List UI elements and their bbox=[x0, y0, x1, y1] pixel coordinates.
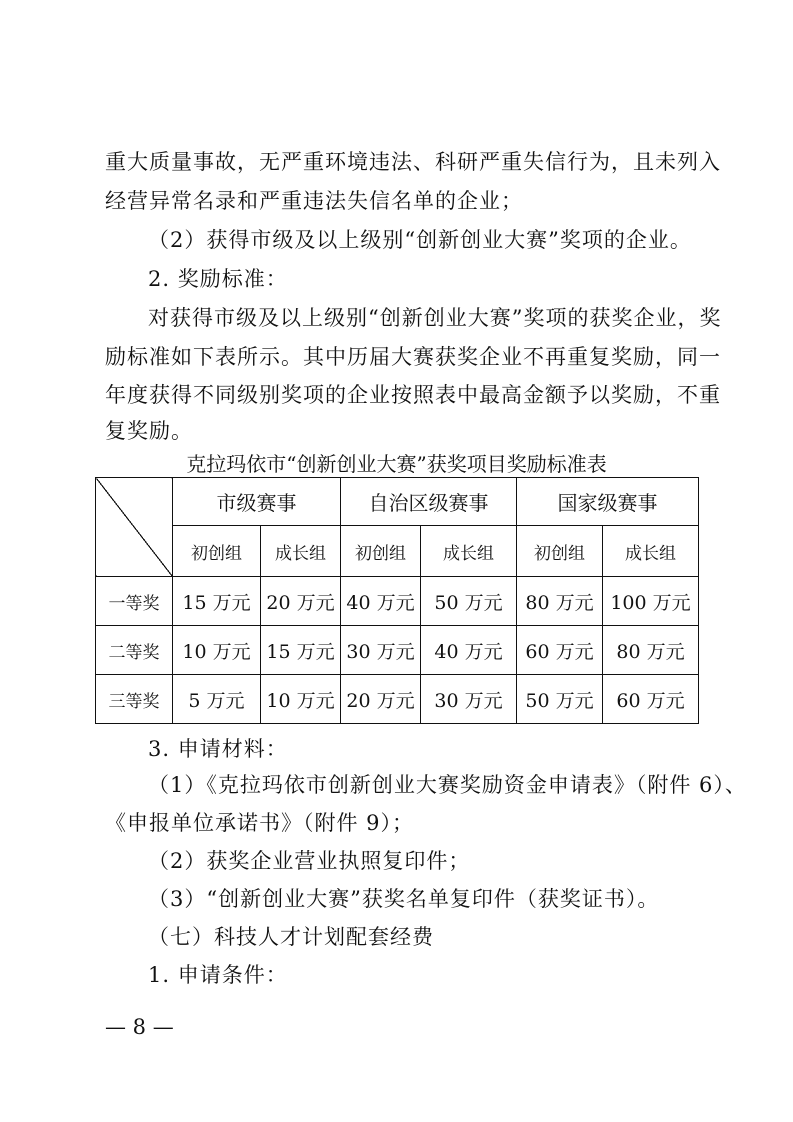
group-header: 自治区级赛事 bbox=[341, 478, 517, 526]
table-cell: 5 万元 bbox=[173, 675, 261, 724]
group-header: 国家级赛事 bbox=[517, 478, 699, 526]
body-text-line: 经营异常名录和严重违法失信名单的企业； bbox=[105, 189, 523, 213]
page-number: — 8 — bbox=[105, 1015, 174, 1039]
group-header: 市级赛事 bbox=[173, 478, 341, 526]
table-cell: 15 万元 bbox=[173, 577, 261, 626]
diagonal-header-cell bbox=[96, 478, 173, 577]
table-cell: 80 万元 bbox=[517, 577, 603, 626]
row-label: 二等奖 bbox=[96, 626, 173, 675]
row-label: 一等奖 bbox=[96, 577, 173, 626]
body-text-line: 重大质量事故，无严重环境违法、科研严重失信行为，且未列入 bbox=[105, 150, 721, 174]
body-text-line: （2）获奖企业营业执照复印件； bbox=[148, 849, 471, 873]
body-text-line: （3）“创新创业大赛”获奖名单复印件（获奖证书）。 bbox=[148, 887, 660, 911]
table-cell: 15 万元 bbox=[261, 626, 341, 675]
section-heading: 3. 申请材料： bbox=[148, 737, 288, 761]
table-cell: 60 万元 bbox=[603, 675, 699, 724]
section-heading: （七）科技人才计划配套经费 bbox=[148, 925, 434, 949]
table-row bbox=[96, 626, 699, 675]
body-text-line: 年度获得不同级别奖项的企业按照表中最高金额予以奖励，不重 bbox=[105, 383, 721, 407]
award-standard-table bbox=[95, 477, 699, 724]
table-cell: 40 万元 bbox=[421, 626, 517, 675]
section-heading: 1. 申请条件： bbox=[148, 963, 288, 987]
table-cell: 100 万元 bbox=[603, 577, 699, 626]
table-caption: 克拉玛依市“创新创业大赛”获奖项目奖励标准表 bbox=[186, 452, 607, 476]
body-text-line: 对获得市级及以上级别“创新创业大赛”奖项的获奖企业，奖 bbox=[148, 306, 722, 330]
body-text-line: 《申报单位承诺书》（附件 9）； bbox=[105, 811, 415, 835]
table-cell: 20 万元 bbox=[261, 577, 341, 626]
body-text-line: （2）获得市级及以上级别“创新创业大赛”奖项的企业。 bbox=[148, 228, 692, 252]
table-cell: 40 万元 bbox=[341, 577, 421, 626]
subgroup-header: 成长组 bbox=[261, 526, 341, 577]
table-row bbox=[96, 577, 699, 626]
row-label: 三等奖 bbox=[96, 675, 173, 724]
table-cell: 10 万元 bbox=[261, 675, 341, 724]
table-cell: 50 万元 bbox=[517, 675, 603, 724]
subgroup-header: 成长组 bbox=[421, 526, 517, 577]
subgroup-header: 初创组 bbox=[173, 526, 261, 577]
table-cell: 20 万元 bbox=[341, 675, 421, 724]
subgroup-header: 初创组 bbox=[517, 526, 603, 577]
body-text-line: 复奖励。 bbox=[105, 419, 193, 443]
body-text-line: （1）《克拉玛依市创新创业大赛奖励资金申请表》（附件 6）、 bbox=[148, 773, 747, 797]
table-cell: 30 万元 bbox=[421, 675, 517, 724]
table-cell: 80 万元 bbox=[603, 626, 699, 675]
table-cell: 10 万元 bbox=[173, 626, 261, 675]
table-cell: 60 万元 bbox=[517, 626, 603, 675]
table-cell: 50 万元 bbox=[421, 577, 517, 626]
subgroup-header: 成长组 bbox=[603, 526, 699, 577]
section-heading: 2. 奖励标准： bbox=[148, 267, 288, 291]
subgroup-header: 初创组 bbox=[341, 526, 421, 577]
table-cell: 30 万元 bbox=[341, 626, 421, 675]
table-row bbox=[96, 675, 699, 724]
body-text-line: 励标准如下表所示。其中历届大赛获奖企业不再重复奖励，同一 bbox=[105, 345, 721, 369]
